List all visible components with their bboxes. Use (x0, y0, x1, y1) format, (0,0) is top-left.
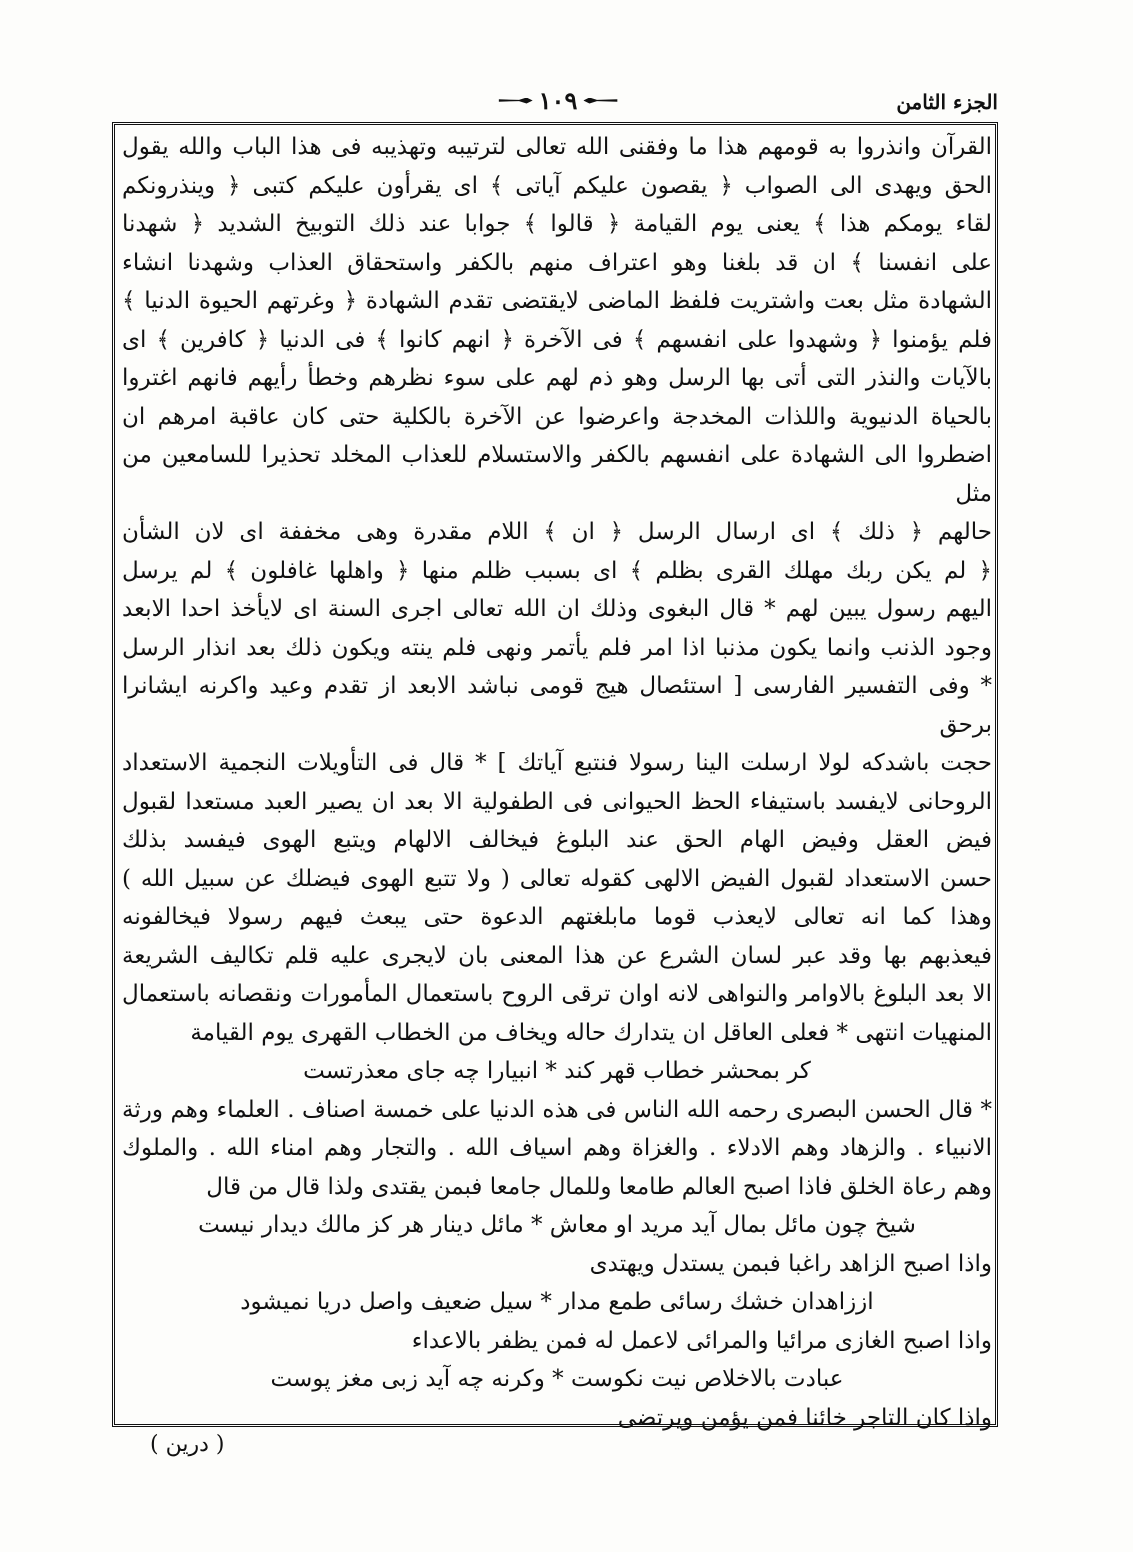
text-line: الا بعد البلوغ بالاوامر والنواهى لانه اوان ترقى الروح باستعمال المأمورات ونقصانه باستعمال (122, 981, 992, 1007)
catchword: ( درين ) (150, 1432, 225, 1457)
text-line: حسن الاستعداد لقبول الفيض الالهى كقوله تعالى ( ولا تتبع الهوى فيضلك عن سبيل الله ) (122, 865, 992, 892)
text-line: القرآن وانذروا به قومهم هذا ما وفقنى الله تعالى لترتيبه وتهذيبه فى هذا الباب والله يقول (122, 134, 992, 160)
text-line: فيعذبهم بها وقد عبر لسان الشرع عن هذا المعنى بان لايجرى عليه قلم تكاليف الشريعة (122, 942, 992, 969)
text-line: وهذا كما انه تعالى لايعذب قوما مابلغتهم الدعوة حتى يبعث فيهم رسولا فيخالفونه (122, 904, 992, 930)
text-line: * وفى التفسير الفارسى [ استئصال هيج قومى نباشد الابعد از تقدم وعيد واكرنه ايشانرا برحق (122, 673, 992, 738)
page-number: ١٠٩ (538, 86, 578, 115)
text-line: وهم رعاة الخلق فاذا اصبح العالم طامعا وللمال جامعا فبمن يقتدى ولذا قال من قال (206, 1173, 992, 1200)
text-line: فلم يؤمنوا ﴿ وشهدوا على انفسهم ﴾ فى الآخرة ﴿ انهم كانوا ﴾ فى الدنيا ﴿ كافرين ﴾ اى (122, 326, 992, 353)
ornament-left-icon (499, 95, 533, 107)
page-header (118, 86, 998, 120)
text-line: الروحانى لايفسد باستيفاء الحظ الحيوانى فى الطفولية الا بعد ان يصير العبد مستعدا لقبول (122, 788, 992, 815)
verse-line: اززاهدان خشك رسائى طمع مدار * سيل ضعيف واصل دريا نميشود (240, 1289, 874, 1315)
text-line: بالآيات والنذر التى أتى بها الرسل وهو ذم لهم على سوء نظرهم وخطأ رأيهم فانهم اغتروا (122, 365, 992, 391)
text-line: بالحياة الدنيوية واللذات المخدجة واعرضوا عن الآخرة بالكلية حتى كان عاقبة امرهم ان (122, 403, 992, 430)
ornament-right-icon (583, 95, 617, 107)
text-line: اليهم رسول يبين لهم * قال البغوى وذلك ان الله تعالى اجرى السنة اى لايأخذ احدا الابعد (122, 596, 992, 622)
verse-line: شيخ چون مائل بمال آيد مريد او معاش * مائل دينار هر كز مالك ديدار نيست (198, 1212, 916, 1238)
text-line: ﴿ لم يكن ربك مهلك القرى بظلم ﴾ اى بسبب ظلم منها ﴿ واهلها غافلون ﴾ لم يرسل (122, 557, 992, 584)
verse-line: عبادت بالاخلاص نيت نكوست * وكرنه چه آيد زبى مغز پوست (270, 1366, 844, 1392)
text-line: واذا اصبح الزاهد راغبا فبمن يستدل ويهتدى (589, 1250, 992, 1277)
page-number-group (499, 86, 618, 115)
text-line: المنهيات انتهى * فعلى العاقل ان يتدارك حاله ويخاف من الخطاب القهرى يوم القيامة (190, 1019, 992, 1046)
text-line: واذا اصبح الغازى مرائيا والمرائى لاعمل له فمن يظفر بالاعداء (411, 1327, 992, 1354)
verse-line: كر بمحشر خطاب قهر كند * انبيارا چه جاى معذرتست (303, 1058, 811, 1084)
text-line: * قال الحسن البصرى رحمه الله الناس فى هذه الدنيا على خمسة اصناف . العلماء وهم ورثة (122, 1096, 992, 1123)
text-line: لقاء يومكم هذا ﴾ يعنى يوم القيامة ﴿ قالوا ﴾ جوابا عند ذلك التوبيخ الشديد ﴿ شهدنا (122, 211, 992, 237)
text-line: على انفسنا ﴾ ان قد بلغنا وهو اعتراف منهم بالكفر واستحقاق العذاب وشهدنا انشاء (122, 249, 992, 276)
text-line: حالهم ﴿ ذلك ﴾ اى ارسال الرسل ﴿ ان ﴾ اللام مقدرة وهى مخففة اى لان الشأن (122, 519, 992, 545)
text-line: فيض العقل وفيض الهام الحق عند البلوغ فيخالف الالهام ويتبع الهوى فيفسد بذلك (122, 827, 992, 853)
text-line: واذا كان التاجر خائنا فمن يؤمن ويرتضى (617, 1404, 992, 1431)
main-text (118, 128, 996, 1437)
text-line: الانبياء . والزهاد وهم الادلاء . والغزاة وهم اسياف الله . والتجار وهم امناء الله . والملوك (122, 1135, 992, 1161)
text-line: اضطروا الى الشهادة على انفسهم بالكفر والاستسلام للعذاب المخلد تحذيرا للسامعين من مثل (122, 442, 992, 507)
text-line: وجود الذنب وانما يكون مذنبا اذا امر فلم يأتمر ونهى فلم ينته ويكون ذلك بعد انذار الرسل (122, 634, 992, 661)
text-line: حجت باشدكه لولا ارسلت الينا رسولا فنتبع آياتك ] * قال فى التأويلات النجمية الاستعداد (122, 750, 992, 776)
part-label: الجزء الثامن (896, 90, 998, 114)
text-line: الحق ويهدى الى الصواب ﴿ يقصون عليكم آياتى ﴾ اى يقرأون عليكم كتبى ﴿ وينذرونكم (122, 172, 992, 199)
text-line: الشهادة مثل بعت واشتريت فلفظ الماضى لايقتضى تقدم الشهادة ﴿ وغرتهم الحيوة الدنيا ﴾ (122, 288, 992, 314)
